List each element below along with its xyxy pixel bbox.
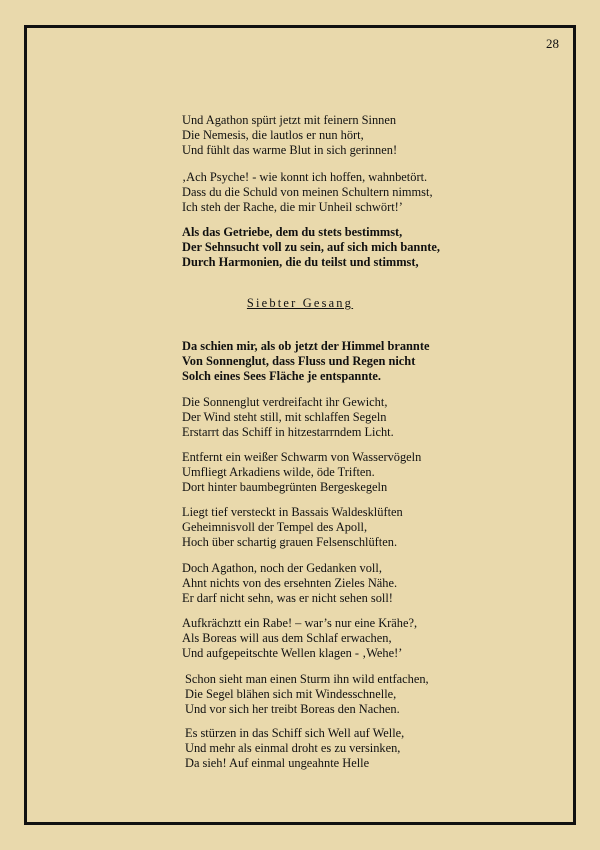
verse-line: Und Agathon spürt jetzt mit feinern Sinnen [182,113,397,127]
stanza [182,113,397,158]
verse-line: Dass du die Schuld von meinen Schultern nimmst, [182,185,433,199]
stanza [185,726,404,771]
verse-line: Entfernt ein weißer Schwarm von Wasservögeln [182,450,422,464]
verse-line: Doch Agathon, noch der Gedanken voll, [182,561,382,575]
verse-line: Aufkrächztt ein Rabe! – war’s nur eine Krähe?, [182,616,418,630]
stanza-bold [182,225,440,270]
verse-line: Solch eines Sees Fläche je entspannte. [182,369,381,383]
verse-line: Und aufgepeitschte Wellen klagen - ‚Wehe!’ [182,646,403,660]
stanza [182,616,417,661]
verse-line: Schon sieht man einen Sturm ihn wild entfachen, [185,672,429,686]
verse-line: Die Sonnenglut verdreifacht ihr Gewicht, [182,395,388,409]
verse-line: Als Boreas will aus dem Schlaf erwachen, [182,631,392,645]
stanza [182,170,433,215]
verse-line: Dort hinter baumbegrünten Bergeskegeln [182,480,388,494]
page-number: 28 [546,36,559,51]
verse-line: Da sieh! Auf einmal ungeahnte Helle [185,756,370,770]
verse-line: Umfliegt Arkadiens wilde, öde Triften. [182,465,375,479]
section-heading: Siebter Gesang [246,296,354,310]
stanza-bold [182,339,429,384]
verse-line: Erstarrt das Schiff in hitzestarrndem Licht. [182,425,394,439]
verse-line: Der Sehnsucht voll zu sein, auf sich mich bannte, [182,240,440,254]
stanza [182,395,394,440]
stanza [185,672,429,717]
verse-line: Und fühlt das warme Blut in sich gerinnen! [182,143,398,157]
stanza [182,450,421,495]
verse-line: Als das Getriebe, dem du stets bestimmst, [182,225,403,239]
verse-line: Und mehr als einmal droht es zu versinken, [185,741,401,755]
verse-line: Und vor sich her treibt Boreas den Nachen. [185,702,400,716]
verse-line: Ahnt nichts von des ersehnten Zieles Nähe. [182,576,398,590]
verse-line: Hoch über schartig grauen Felsenschlüften. [182,535,398,549]
verse-line: Da schien mir, als ob jetzt der Himmel brannte [182,339,430,353]
verse-line: Geheimnisvoll der Tempel des Apoll, [182,520,368,534]
verse-line: Ich steh der Rache, die mir Unheil schwört!’ [182,200,403,214]
verse-line: Es stürzen in das Schiff sich Well auf Welle, [185,726,405,740]
verse-line: Von Sonnenglut, dass Fluss und Regen nicht [182,354,416,368]
verse-line: ‚Ach Psyche! - wie konnt ich hoffen, wahnbetört. [182,170,428,184]
verse-line: Durch Harmonien, die du teilst und stimmst, [182,255,419,269]
stanza [182,561,397,606]
verse-line: Die Nemesis, die lautlos er nun hört, [182,128,364,142]
stanza [182,505,403,550]
verse-line: Er darf nicht sehn, was er nicht sehen soll! [182,591,393,605]
verse-line: Die Segel blähen sich mit Windesschnelle, [185,687,397,701]
verse-line: Der Wind steht still, mit schlaffen Segeln [182,410,387,424]
verse-line: Liegt tief versteckt in Bassais Waldesklüften [182,505,403,519]
